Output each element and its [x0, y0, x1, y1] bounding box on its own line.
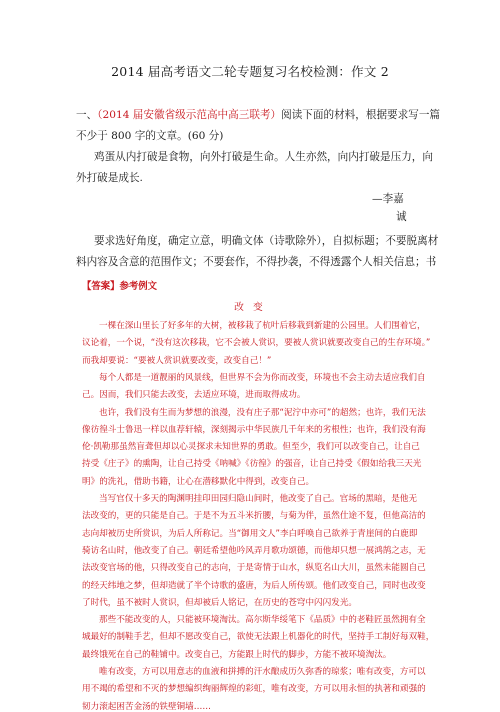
question-prompt: 阅读下面的材料，根据要求写一篇: [281, 109, 441, 121]
essay-line: 当写官仅十多天的陶渊明挂印田园归隐山间时，他改变了自己。官场的黑暗，是他无: [99, 494, 417, 504]
essay-line: 伦·凯勒那虽然盲聋但却以心灵探求未知世界的勇敢。但至少，我们可以改变自己，让自己: [82, 442, 420, 453]
essay-line: 的经天纬地之梦，但却造就了半个诗歌的盛唐，为后人所传颂。他们改变自己，同时也改变: [82, 580, 426, 591]
material-line-1: 鸡蛋从内打破是食物，向外打破是生命。人生亦然，向内打破是压力，向: [94, 151, 433, 163]
essay-line: 城最好的制鞋手艺，但却不愿改变自己，欲使无法跟上机器化的时代，坚持手工制好每双鞋，: [82, 632, 435, 643]
essay-line: 法改变官场的他，只得改变自己的志向，于是寄情于山水，纵览名山大川，虽然未能圆自己: [82, 563, 426, 574]
material-author: —李嘉: [372, 193, 404, 205]
essay-line: 议论着，一个说，“没有这次移栽，它不会被人赏识，要被人赏识就要改变自己的生存环境。”: [82, 338, 431, 349]
essay-line: 而我却要说：“要被人赏识就要改变，改变自己！”: [82, 355, 272, 366]
essay-line: 那些不能改变的人，只能被环境淘汰。高尔斯华绥笔下《品质》中的老鞋匠虽然拥有全: [99, 615, 426, 626]
question-number: 一、: [76, 109, 98, 121]
essay-line: 每个人都是一道靓丽的风景线，但世界不会为你而改变，环境也不会主动去适应我们自: [99, 372, 426, 383]
material-author-cont: 诚: [396, 211, 407, 223]
essay-line: 己。因而，我们只能去改变，去适应环境，进而取得成功。: [82, 390, 306, 401]
essay-line: 明》的洗礼，借助书籍，让心在潜移默化中得到，改变自己。: [82, 476, 315, 487]
material-line-2: 外打破是成长.: [76, 172, 143, 184]
essay-line: 法改变的，更的只能是自己。于是不为五斗米折腰，与菊为伴，虽然仕途不复，但他高洁的: [82, 511, 426, 522]
document-title: 2014 届高考语文二轮专题复习名校检测：作文 2: [111, 64, 389, 79]
essay-line: 韧力滚起困苦金汤的铁壁铜墙……: [82, 701, 211, 712]
essay-line: 骑访名山时，他改变了自己。朝廷希望他吟风弄月歌功颂德，而他却只想一展鸿鹄之志，无: [82, 545, 426, 556]
essay-line: 志向却被历史所赏识，为后人所称记。当“御用文人”李白呼唤自己欲养于青崖间的白鹿即: [82, 528, 418, 539]
essay-line: 最终饿死在自己的鞋铺中。改变自己，方能跟上时代的脚步，方能不被环境淘汰。: [82, 649, 392, 660]
essay-line: 用不竭的希望和不灭的梦想编织绚丽辉煌的彩虹，唯有改变，方可以用永恒的执著和顽强的: [82, 684, 426, 695]
essay-line: 唯有改变，方可以用意志的血液和拼搏的汗水酿成历久弥香的琼浆；唯有改变，方可以: [99, 667, 426, 677]
essay-line: 了时代，虽不被时人赏识，但却被后人铭记，在历史的苍穹中闪闪发光。: [82, 597, 358, 608]
requirement-line-1: 要求选好角度，确定立意，明确文体（诗歌除外），自拟标题；不要脱离材: [94, 235, 439, 247]
essay-line: 持受《庄子》的熏陶，让自己持受《呐喊》《彷徨》的强音，让自己持受《假如给我三天光: [82, 459, 422, 470]
essay-title: 改 变: [234, 302, 266, 313]
requirement-line-2: 料内容及含意的范围作文；不要套作，不得抄袭，不得透露个人相关信息；书: [76, 256, 437, 268]
question-line-1: [76, 107, 440, 122]
essay-line: 像彷徨斗士鲁迅一样以血荐轩辕，深刻揭示中华民族几千年来的劣根性；也许，我们没有海: [82, 424, 426, 435]
question-source: （2014 届安徽省级示范高中高三联考）: [97, 109, 282, 121]
question-line-2: 不少于 800 字的文章。(60 分): [76, 130, 224, 142]
essay-line: 一棵在深山里长了好多年的大树，被移栽了杭叶后移栽到新建的公园里。人们围着它，: [99, 321, 426, 331]
essay-line: 也许，我们没有生而为梦想的浪漫，没有庄子那“泥泞中亦可”的超然；也许，我们无法: [99, 407, 426, 418]
answer-label: 【答案】参考例文: [82, 281, 158, 292]
